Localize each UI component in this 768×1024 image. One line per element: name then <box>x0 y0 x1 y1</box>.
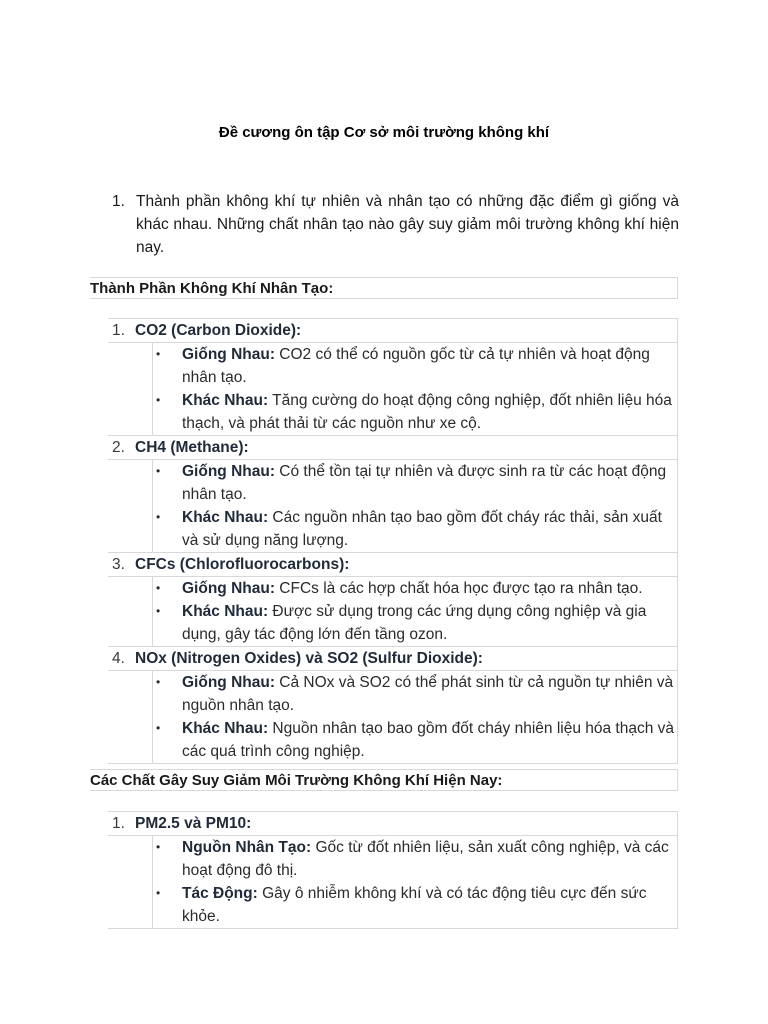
sub-bullet-text: Nguồn nhân tạo bao gồm đốt cháy nhiên liệu hóa thạch và các quá trình công nghiệp. <box>182 720 675 760</box>
sub-bullet-key: Giống Nhau: <box>182 346 275 363</box>
document-title: Đề cương ôn tập Cơ sở môi trường không khí <box>218 124 550 141</box>
question-text: Thành phần không khí tự nhiên và nhân tạo có những đặc điểm gì giống và khác nhau. Những chất nhân tạo nào gây suy giảm môi trường không khí hiện nay. <box>136 193 679 256</box>
sub-bullet-item <box>152 717 677 763</box>
sub-bullet-text: CO2 có thể có nguồn gốc từ cả tự nhiên và hoạt động nhân tạo. <box>182 346 650 386</box>
list-item-label: CH4 (Methane): <box>135 439 249 456</box>
bullet-icon: • <box>156 721 161 735</box>
sub-bullet-text: Có thể tồn tại tự nhiên và được sinh ra từ các hoạt động nhân tạo. <box>182 463 667 503</box>
sub-bullet-key: Nguồn Nhân Tạo: <box>182 839 312 856</box>
list-item <box>108 552 677 646</box>
list-item <box>108 319 677 435</box>
sub-bullet-key: Khác Nhau: <box>182 603 269 620</box>
bullet-icon: • <box>156 581 161 595</box>
sub-bullet-item <box>152 577 677 600</box>
bullet-icon: • <box>156 840 161 854</box>
sub-bullet-text: Được sử dụng trong các ứng dụng công nghiệp và gia dụng, gây tác động lớn đến tầng ozon. <box>182 603 647 643</box>
list-item <box>108 646 677 763</box>
sub-bullet-item <box>152 671 677 717</box>
sub-bullet-text: Cả NOx và SO2 có thể phát sinh từ cả nguồn tự nhiên và nguồn nhân tạo. <box>182 674 674 714</box>
bullet-icon: • <box>156 675 161 689</box>
list-item-heading <box>108 552 677 577</box>
sub-bullet-item <box>152 882 677 928</box>
sub-bullet-item <box>152 460 677 506</box>
section-heading-pollutants: Các Chất Gây Suy Giảm Môi Trường Không Khí Hiện Nay: <box>90 769 678 791</box>
sub-bullet-item <box>152 506 677 552</box>
bullet-icon: • <box>156 393 161 407</box>
sub-bullet-item <box>152 389 677 435</box>
pollutants-list <box>108 811 678 929</box>
list-item-label: PM2.5 và PM10: <box>135 815 252 832</box>
list-item-number: 1. <box>112 815 125 832</box>
sub-bullet-key: Giống Nhau: <box>182 674 275 691</box>
sub-bullet-key: Giống Nhau: <box>182 580 275 597</box>
bullet-icon: • <box>156 347 161 361</box>
list-item-number: 1. <box>112 322 125 339</box>
list-item-label: CO2 (Carbon Dioxide): <box>135 322 302 339</box>
list-item-label: NOx (Nitrogen Oxides) và SO2 (Sulfur Dioxide): <box>135 650 483 667</box>
list-item <box>108 435 677 552</box>
bullet-icon: • <box>156 604 161 618</box>
bullet-icon: • <box>156 464 161 478</box>
list-item-number: 3. <box>112 556 125 573</box>
list-item-number: 2. <box>112 439 125 456</box>
sub-bullet-item <box>152 600 677 646</box>
sub-bullet-item <box>152 343 677 389</box>
list-item-heading <box>108 435 677 460</box>
sub-bullet-text: Gây ô nhiễm không khí và có tác động tiêu cực đến sức khỏe. <box>182 885 647 925</box>
section-heading-artificial-composition: Thành Phần Không Khí Nhân Tạo: <box>90 277 678 299</box>
sub-bullet-text: Tăng cường do hoạt động công nghiệp, đốt nhiên liệu hóa thạch, và phát thải từ các nguồn như xe cộ. <box>182 392 672 432</box>
sub-bullet-text: Các nguồn nhân tạo bao gồm đốt cháy rác thải, sản xuất và sử dụng năng lượng. <box>182 509 662 549</box>
question-1 <box>112 190 679 259</box>
list-item-heading <box>108 812 677 836</box>
sub-bullet-key: Tác Động: <box>182 885 258 902</box>
list-item-heading <box>108 319 677 343</box>
bullet-icon: • <box>156 886 161 900</box>
sub-bullet-key: Khác Nhau: <box>182 392 269 409</box>
sub-bullet-key: Giống Nhau: <box>182 463 275 480</box>
list-item-label: CFCs (Chlorofluorocarbons): <box>135 556 350 573</box>
list-item-number: 4. <box>112 650 125 667</box>
list-item-heading <box>108 646 677 671</box>
artificial-composition-list <box>108 318 678 764</box>
sub-bullet-key: Khác Nhau: <box>182 720 269 737</box>
question-number: 1. <box>112 193 125 210</box>
bullet-icon: • <box>156 510 161 524</box>
sub-bullet-text: CFCs là các hợp chất hóa học được tạo ra nhân tạo. <box>275 580 643 597</box>
list-item <box>108 812 677 928</box>
sub-bullet-item <box>152 836 677 882</box>
sub-bullet-text: Gốc từ đốt nhiên liệu, sản xuất công nghiệp, và các hoạt động đô thị. <box>182 839 669 879</box>
sub-bullet-key: Khác Nhau: <box>182 509 269 526</box>
